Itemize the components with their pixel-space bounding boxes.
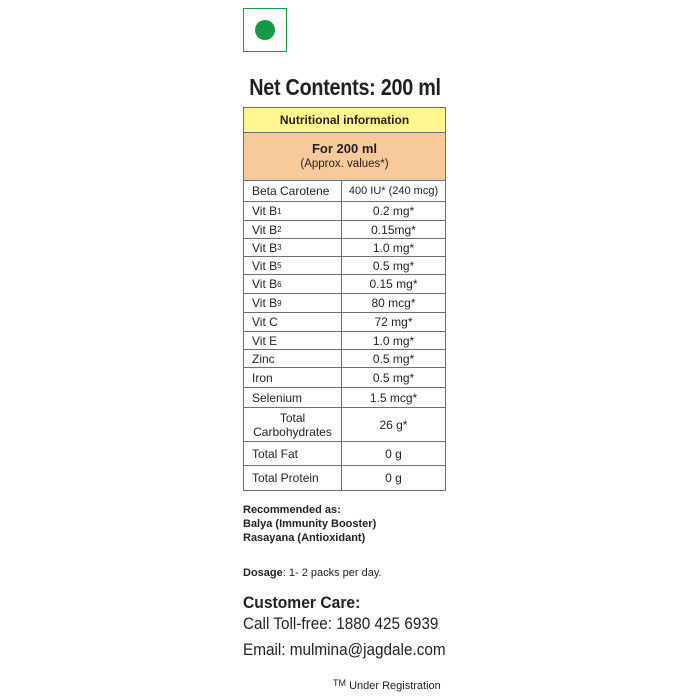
table-row (244, 442, 445, 466)
serving-header (244, 133, 445, 181)
nutrient-name: Total Fat (244, 442, 342, 465)
table-row (244, 388, 445, 408)
serving-size: For 200 ml (311, 141, 378, 156)
nutrient-value: 1.0 mg* (372, 333, 415, 348)
trademark-text: Under Registration (349, 680, 441, 692)
nutrient-name: Vit B 5 (244, 257, 342, 274)
nutrient-name: Zinc (244, 350, 342, 367)
dosage (243, 567, 382, 579)
nutrient-value: 0.5 mg* (372, 258, 415, 273)
customer-care-title: Customer Care: (243, 593, 361, 612)
nutrient-value: 0.15mg* (371, 222, 416, 237)
table-row (244, 466, 445, 490)
nutrient-value: 72 mg* (374, 315, 413, 329)
nutrient-name: Vit C (244, 313, 342, 331)
dosage-label: Dosage (243, 567, 283, 579)
nutrient-name: Vit E (244, 332, 342, 349)
nutrient-value: 0.15 mg* (369, 277, 418, 291)
nutrient-name: Total Carbohydrates (244, 408, 342, 441)
nutrient-value: 0 g (385, 471, 402, 485)
trademark-symbol: TM (333, 678, 346, 688)
table-row (244, 257, 445, 275)
nutrient-value: 1.0 mg* (372, 240, 415, 255)
nutrient-value: 0.2 mg* (372, 204, 415, 218)
nutrition-table (243, 107, 446, 491)
table-row (244, 313, 445, 332)
recommended-section (243, 503, 376, 545)
table-row (244, 181, 445, 202)
table-row (244, 275, 445, 294)
nutrient-value: 80 mcg* (371, 296, 416, 310)
nutrient-name: Vit B 3 (244, 239, 342, 256)
table-row (244, 239, 445, 257)
nutrient-value: 0 g (385, 446, 402, 461)
table-row (244, 332, 445, 350)
nutrient-name: Iron (244, 368, 342, 387)
net-contents: Net Contents: 200 ml (249, 74, 441, 100)
table-row (244, 294, 445, 313)
recommended-heading: Recommended as: (243, 504, 341, 516)
trademark-note (333, 678, 441, 692)
nutrition-table-title: Nutritional information (244, 108, 445, 133)
nutrient-value: 26 g* (379, 417, 408, 432)
nutrient-name: Beta Carotene (244, 181, 342, 201)
nutrient-name: Vit B 2 (244, 221, 342, 238)
nutrient-value: 1.5 mcg* (369, 390, 418, 405)
vegetarian-mark (243, 8, 287, 52)
nutrient-name: Vit B 1 (244, 202, 342, 220)
table-row (244, 408, 445, 442)
customer-care-email: Email: mulmina@jagdale.com (243, 640, 446, 659)
nutrient-value: 400 IU* (240 mcg) (348, 185, 439, 197)
nutrient-value: 0.5 mg* (372, 351, 415, 366)
nutrient-value: 0.5 mg* (372, 370, 415, 385)
table-row (244, 202, 445, 221)
table-row (244, 368, 445, 388)
table-row (244, 350, 445, 368)
nutrient-name: Vit B 9 (244, 294, 342, 312)
dosage-text: : 1- 2 packs per day. (282, 567, 382, 579)
recommended-item: Rasayana (Antioxidant) (243, 532, 366, 544)
nutrient-name: Selenium (244, 388, 342, 407)
table-row (244, 221, 445, 239)
customer-care-phone: Call Toll-free: 1880 425 6939 (243, 614, 439, 633)
nutrient-name: Total Protein (244, 466, 342, 490)
nutrient-name: Vit B 6 (244, 275, 342, 293)
recommended-item: Balya (Immunity Booster) (243, 518, 377, 530)
vegetarian-dot-icon (255, 20, 275, 40)
serving-note: (Approx. values*) (300, 158, 389, 170)
